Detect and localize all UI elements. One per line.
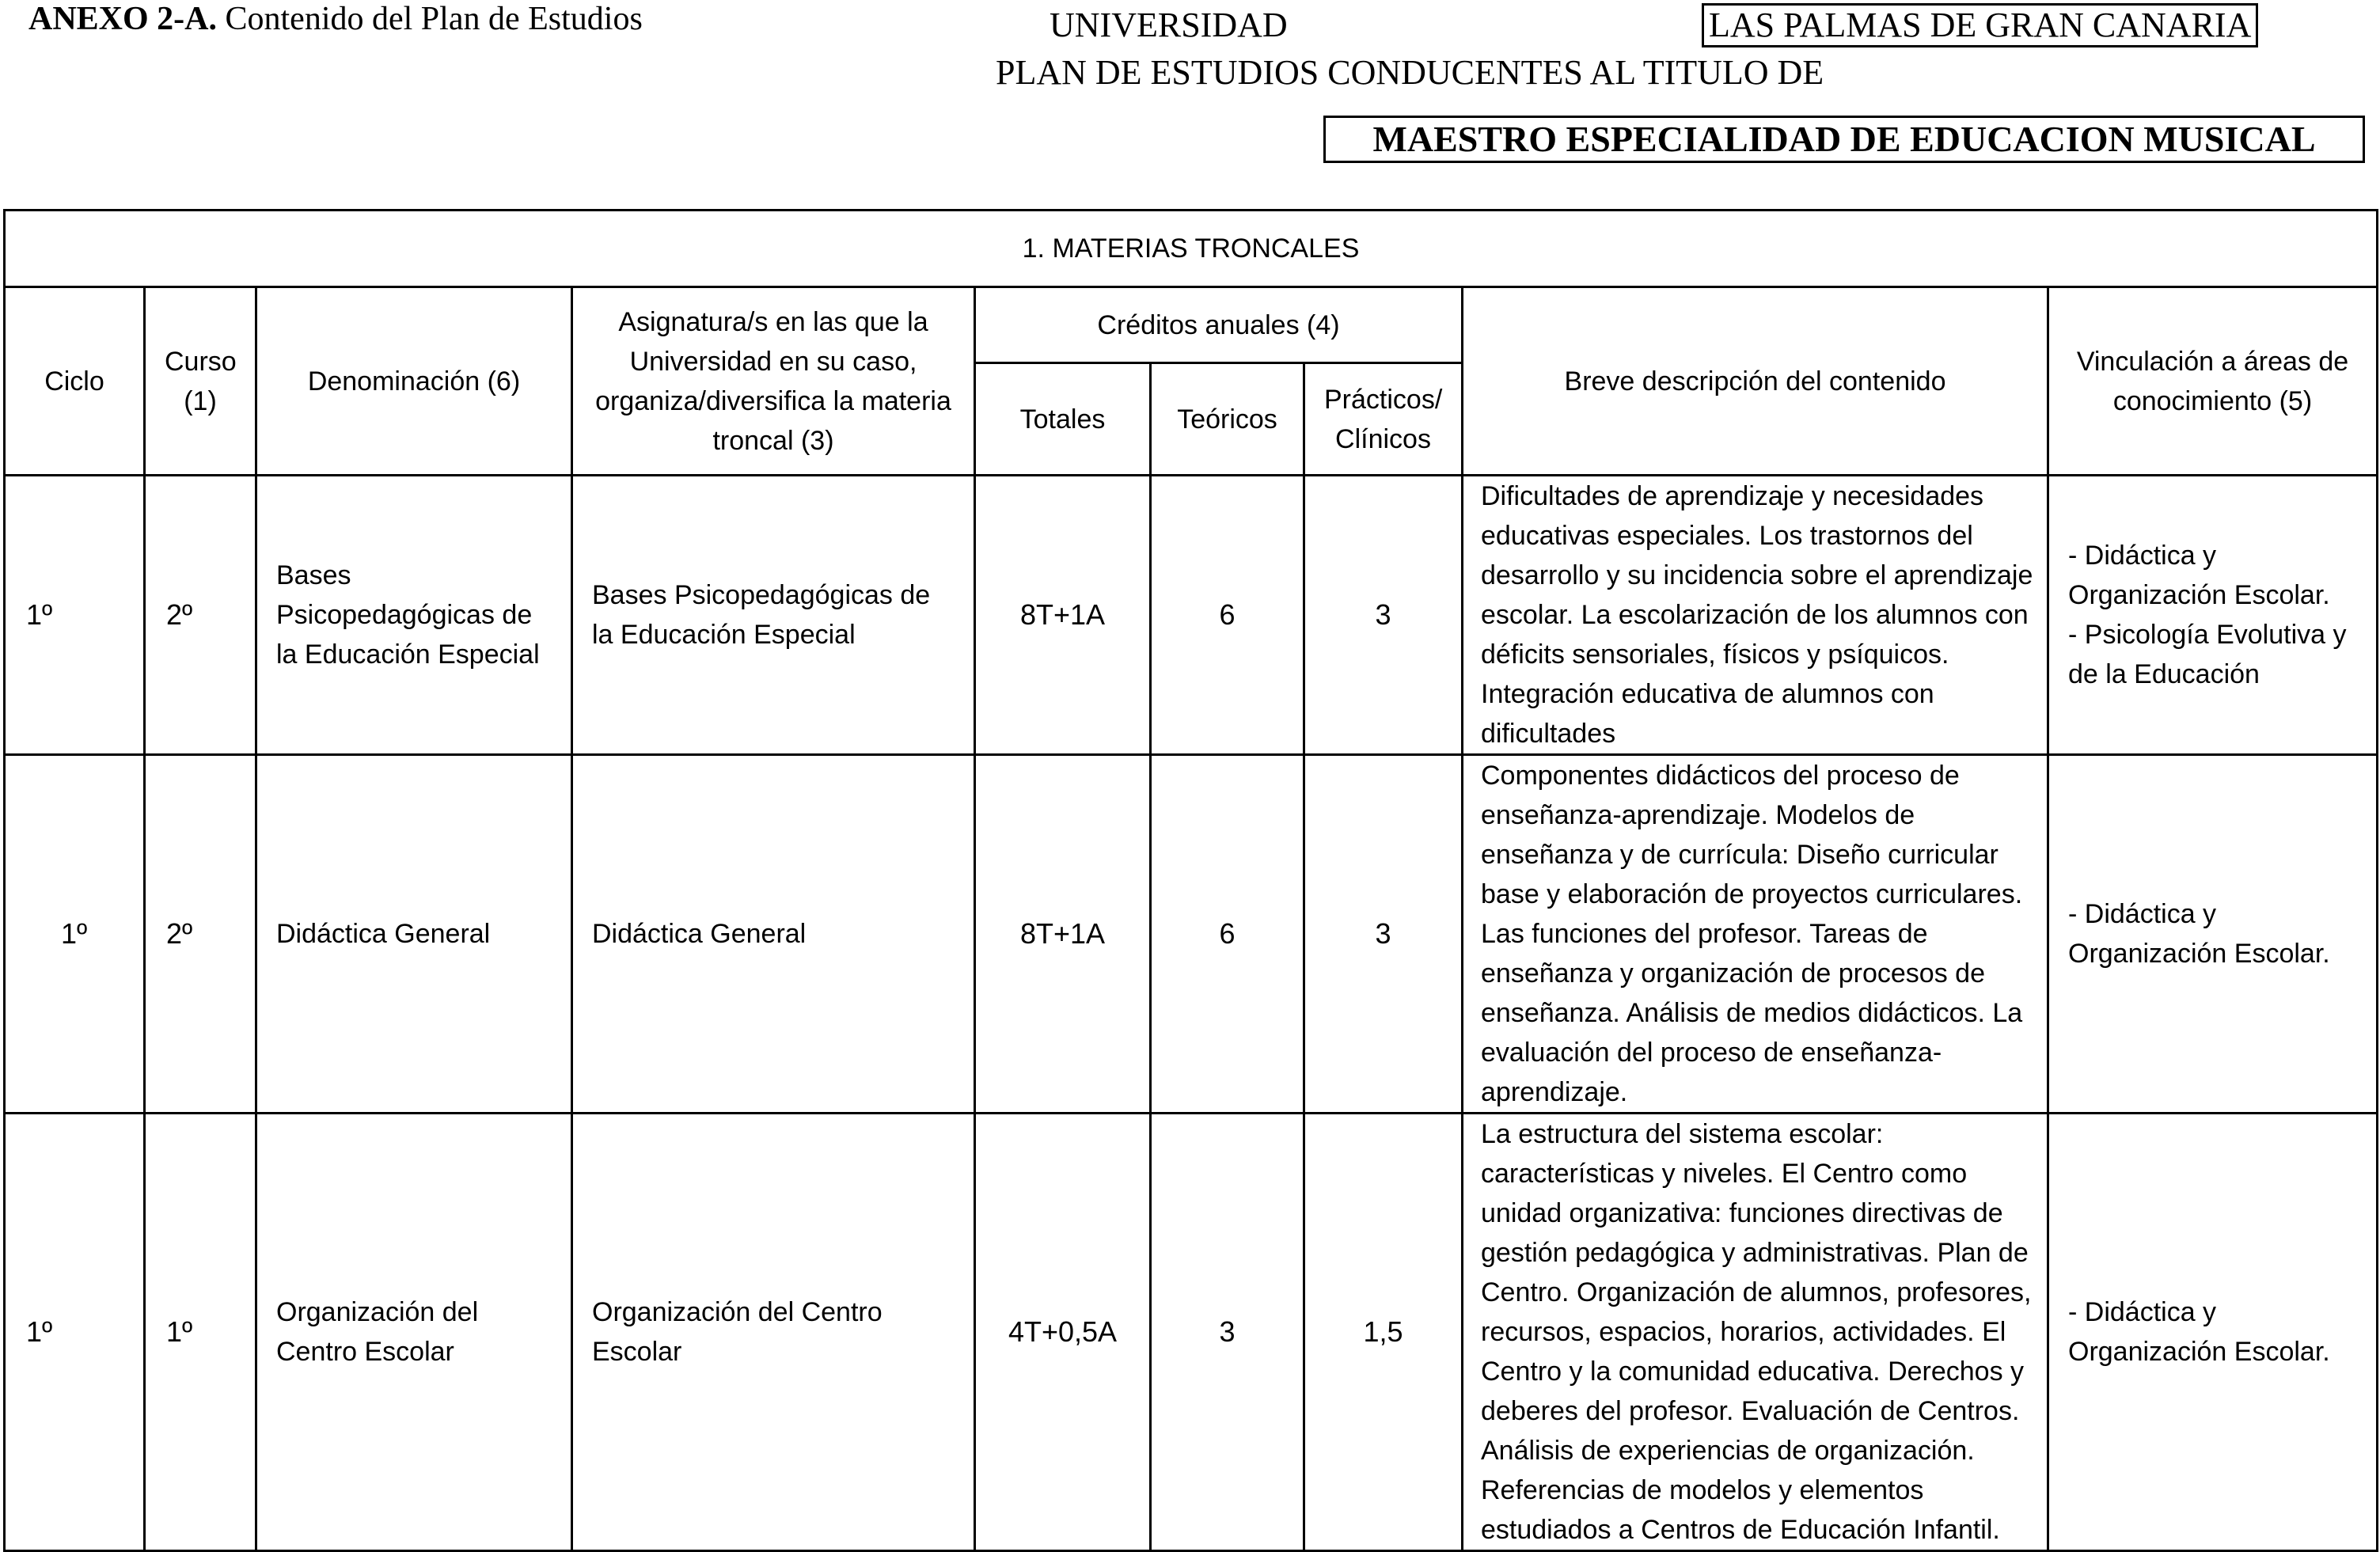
col-header-practicos: Prácticos/ Clínicos — [1304, 363, 1463, 476]
cell-areas — [2048, 755, 2378, 1114]
table-row — [5, 755, 2378, 1114]
annex-label: ANEXO 2-A. — [28, 1, 217, 37]
cell-areas — [2048, 476, 2378, 755]
col-header-curso: Curso (1) — [145, 287, 256, 476]
university-name-box: LAS PALMAS DE GRAN CANARIA — [1702, 3, 2258, 47]
col-header-vinculacion: Vinculación a áreas de conocimiento (5) — [2048, 287, 2378, 476]
area-item: - Didáctica y Organización Escolar. — [2068, 541, 2330, 610]
cell-denominacion: Didáctica General — [256, 755, 572, 1114]
table-row — [5, 476, 2378, 755]
cell-asignatura: Didáctica General — [572, 755, 975, 1114]
cell-descripcion: Componentes didácticos del proceso de enseñanza-aprendizaje. Modelos de enseñanza y de currícula: Diseño curricular base y elaboración de proyectos curriculares. Las funciones del profesor. Tareas de enseñanza y organización de procesos de enseñanza. Análisis de medios didácticos. La evaluación del proceso de enseñanza-aprendizaje. — [1463, 755, 2048, 1114]
cell-totales: 4T+0,5A — [975, 1114, 1151, 1551]
plan-heading: PLAN DE ESTUDIOS CONDUCENTES AL TITULO DE — [996, 53, 1824, 92]
degree-title-box: MAESTRO ESPECIALIDAD DE EDUCACION MUSICAL — [1323, 116, 2365, 163]
cell-ciclo: 1º — [5, 755, 145, 1114]
area-item: - Didáctica y Organización Escolar. — [2068, 1297, 2330, 1367]
cell-practicos: 3 — [1304, 476, 1463, 755]
cell-teoricos: 3 — [1151, 1114, 1304, 1551]
cell-ciclo: 1º — [5, 1114, 145, 1551]
section-title: 1. MATERIAS TRONCALES — [5, 211, 2378, 287]
cell-teoricos: 6 — [1151, 476, 1304, 755]
cell-totales: 8T+1A — [975, 755, 1151, 1114]
university-label: UNIVERSIDAD — [1050, 6, 1288, 44]
section-title-row — [5, 211, 2378, 287]
col-header-denominacion: Denominación (6) — [256, 287, 572, 476]
annex-description: Contenido del Plan de Estudios — [217, 1, 643, 37]
cell-asignatura: Organización del Centro Escolar — [572, 1114, 975, 1551]
annex-heading — [28, 0, 643, 38]
cell-practicos: 1,5 — [1304, 1114, 1463, 1551]
col-header-totales: Totales — [975, 363, 1151, 476]
cell-ciclo: 1º — [5, 476, 145, 755]
cell-descripcion: La estructura del sistema escolar: características y niveles. El Centro como unidad organizativa: funciones directivas de gestión pedagógica y administrativas. Plan de Centro. Organización de alumnos, profesores, recursos, espacios, horarios, actividades. El Centro y la comunidad educativa. Derechos y deberes del profesor. Evaluación de Centros. Análisis de experiencias de organización. Referencias de modelos y elementos estudiados a Centros de Educación Infantil. — [1463, 1114, 2048, 1551]
cell-totales: 8T+1A — [975, 476, 1151, 755]
col-header-creditos: Créditos anuales (4) — [975, 287, 1463, 363]
col-header-ciclo: Ciclo — [5, 287, 145, 476]
cell-curso: 2º — [145, 476, 256, 755]
cell-asignatura: Bases Psicopedagógicas de la Educación Especial — [572, 476, 975, 755]
cell-curso: 2º — [145, 755, 256, 1114]
col-header-descripcion: Breve descripción del contenido — [1463, 287, 2048, 476]
cell-practicos: 3 — [1304, 755, 1463, 1114]
cell-teoricos: 6 — [1151, 755, 1304, 1114]
cell-denominacion: Bases Psicopedagógicas de la Educación Especial — [256, 476, 572, 755]
cell-curso: 1º — [145, 1114, 256, 1551]
col-header-asignatura: Asignatura/s en las que la Universidad en su caso, organiza/diversifica la materia troncal (3) — [572, 287, 975, 476]
curriculum-table — [3, 209, 2378, 1552]
table-row — [5, 1114, 2378, 1551]
header-row-1 — [5, 287, 2378, 363]
cell-areas — [2048, 1114, 2378, 1551]
area-item: - Didáctica y Organización Escolar. — [2068, 899, 2330, 969]
cell-denominacion: Organización del Centro Escolar — [256, 1114, 572, 1551]
col-header-teoricos: Teóricos — [1151, 363, 1304, 476]
cell-descripcion: Dificultades de aprendizaje y necesidades educativas especiales. Los trastornos del desarrollo y su incidencia sobre el aprendizaje escolar. La escolarización de los alumnos con déficits sensoriales, físicos y psíquicos. Integración educativa de alumnos con dificultades — [1463, 476, 2048, 755]
area-item: - Psicología Evolutiva y de la Educación — [2068, 620, 2347, 689]
